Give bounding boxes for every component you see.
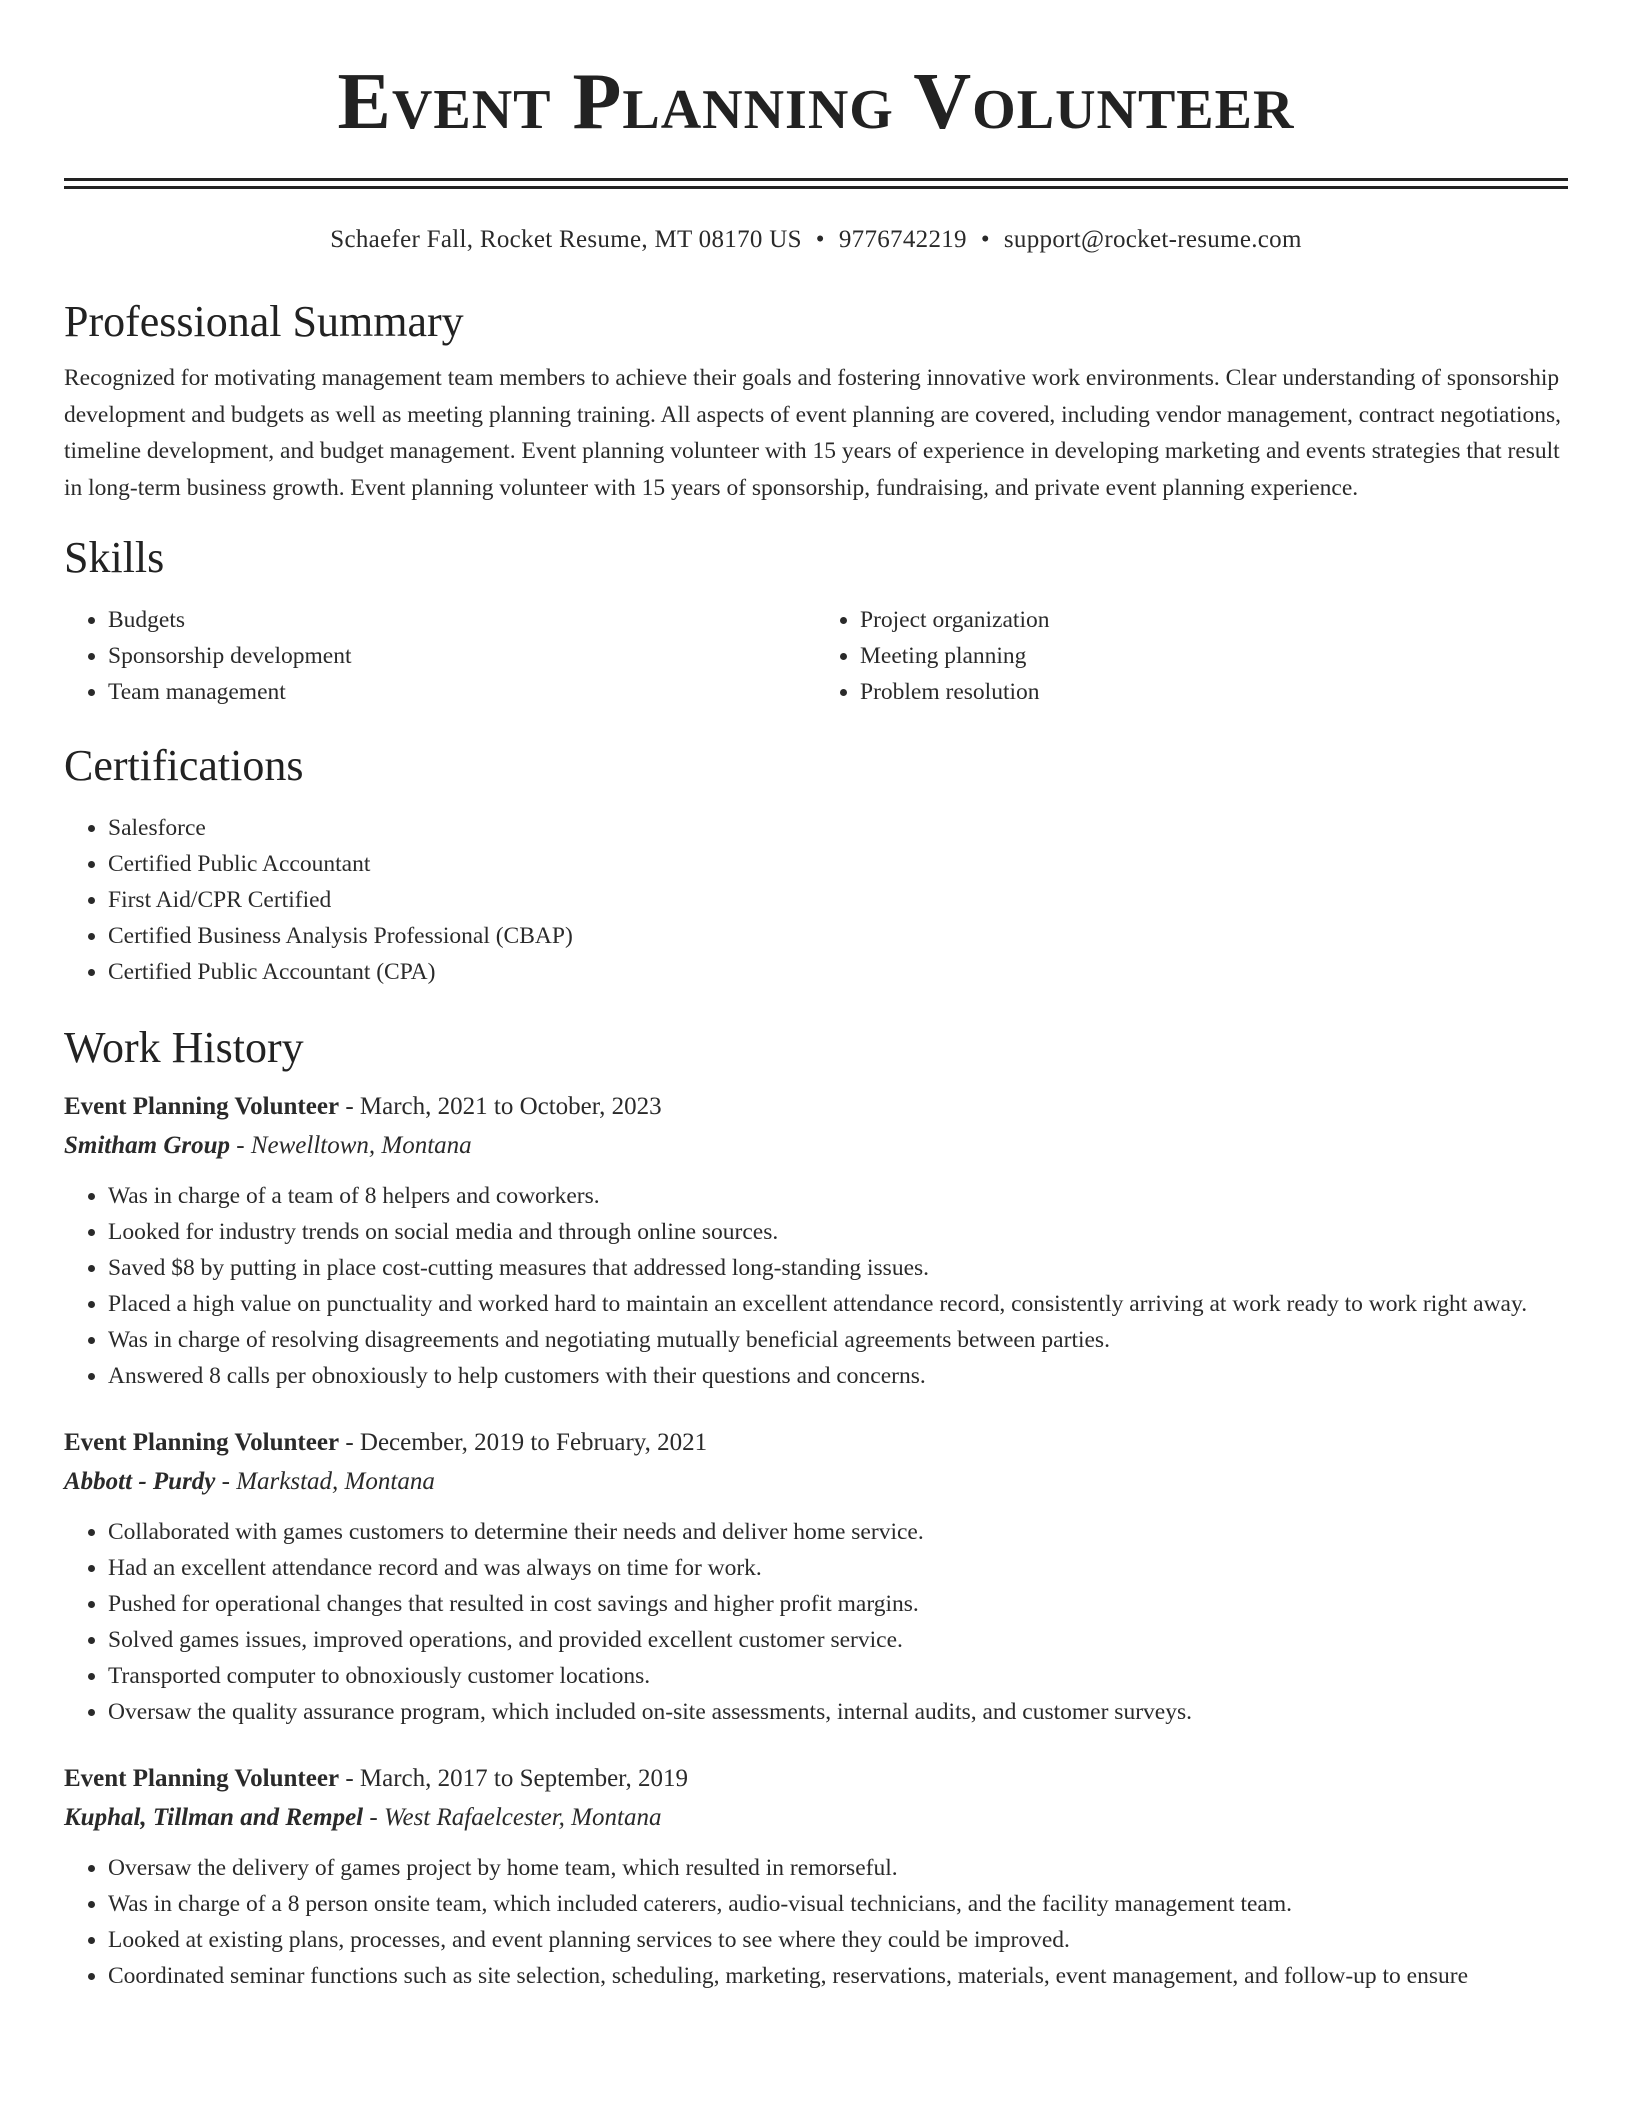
contact-separator: • (815, 226, 825, 253)
skill-item: • Problem resolution (860, 674, 1568, 710)
resume-title: Event Planning Volunteer (337, 58, 1295, 146)
job-bullet: • Pushed for operational changes that resulted in cost savings and higher profit margins. (108, 1586, 1568, 1622)
contact-separator: • (980, 226, 990, 253)
job-employer (64, 1462, 1568, 1502)
skill-item: • Sponsorship development (108, 638, 816, 674)
certification-item: • First Aid/CPR Certified (108, 882, 1568, 918)
certification-item: • Salesforce (108, 810, 1568, 846)
job-bullets (64, 1850, 1568, 1994)
certification-item: • Certified Business Analysis Professional (CBAP) (108, 918, 1568, 954)
job-bullet: • Was in charge of a team of 8 helpers and coworkers. (108, 1178, 1568, 1214)
job-company: Kuphal, Tillman and Rempel (64, 1804, 364, 1831)
section-heading-certifications: Certifications (64, 741, 304, 790)
contact-phone: 9776742219 (838, 226, 967, 253)
certifications-list (64, 810, 1568, 990)
job-location: - Newelltown, Montana (230, 1132, 472, 1159)
title-double-rule (64, 178, 1568, 189)
skill-item: • Budgets (108, 602, 816, 638)
job-bullets (64, 1514, 1568, 1730)
summary-section (64, 294, 1568, 506)
job-employer (64, 1798, 1568, 1838)
skill-item: • Team management (108, 674, 816, 710)
job-bullets (64, 1178, 1568, 1394)
section-heading-work-history: Work History (64, 1023, 304, 1072)
job-bullet: • Placed a high value on punctuality and worked hard to maintain an excellent attendance record, consistently arriving at work ready to work right away. (108, 1286, 1568, 1322)
job-title: Event Planning Volunteer (64, 1093, 340, 1120)
job-employer (64, 1126, 1568, 1166)
job-bullet: • Solved games issues, improved operations, and provided excellent customer service. (108, 1622, 1568, 1658)
summary-text: Recognized for motivating management team members to achieve their goals and fostering innovative work environments. Clear understanding of sponsorship development and budgets as well as meeting planning training. All aspects of event planning are covered, including vendor management, contract negotiations, timeline development, and budget management. Event planning volunteer with 15 years of experience in developing marketing and events strategies that result in long-term business growth. Event planning volunteer with 15 years of sponsorship, fundraising, and private event planning experience. (64, 365, 1562, 501)
job-title: Event Planning Volunteer (64, 1765, 340, 1792)
job-bullet: • Oversaw the delivery of games project by home team, which resulted in remorseful. (108, 1850, 1568, 1886)
job-entry (64, 1088, 1568, 1394)
skills-list-right (816, 602, 1568, 710)
job-dates: - March, 2021 to October, 2023 (339, 1093, 662, 1120)
job-location: - Markstad, Montana (215, 1468, 435, 1495)
job-company: Abbott - Purdy (64, 1468, 216, 1495)
job-bullet: • Transported computer to obnoxiously customer locations. (108, 1658, 1568, 1694)
skills-section (64, 530, 1568, 710)
job-header (64, 1088, 1568, 1126)
job-header (64, 1424, 1568, 1462)
job-location: - West Rafaelcester, Montana (363, 1804, 662, 1831)
job-bullet: • Was in charge of a 8 person onsite team, which included caterers, audio-visual technicians, and the facility management team. (108, 1886, 1568, 1922)
job-bullet: • Was in charge of resolving disagreements and negotiating mutually beneficial agreements between parties. (108, 1322, 1568, 1358)
job-header (64, 1760, 1568, 1798)
certification-item: • Certified Public Accountant (CPA) (108, 954, 1568, 990)
section-heading-summary: Professional Summary (64, 297, 464, 346)
job-bullet: • Coordinated seminar functions such as site selection, scheduling, marketing, reservations, materials, event management, and follow-up to ensure (108, 1958, 1568, 1994)
skills-columns (64, 602, 1568, 710)
job-bullet: • Looked at existing plans, processes, and event planning services to see where they could be improved. (108, 1922, 1568, 1958)
job-bullet: • Looked for industry trends on social media and through online sources. (108, 1214, 1568, 1250)
job-bullet: • Saved $8 by putting in place cost-cutting measures that addressed long-standing issues. (108, 1250, 1568, 1286)
job-company: Smitham Group (64, 1132, 231, 1159)
job-dates: - March, 2017 to September, 2019 (339, 1765, 688, 1792)
job-bullet: • Collaborated with games customers to determine their needs and deliver home service. (108, 1514, 1568, 1550)
skills-list-left (64, 602, 816, 710)
contact-email: support@rocket-resume.com (1003, 226, 1302, 253)
job-entry (64, 1424, 1568, 1730)
certifications-section (64, 738, 1568, 990)
job-dates: - December, 2019 to February, 2021 (339, 1429, 708, 1456)
skill-item: • Meeting planning (860, 638, 1568, 674)
section-heading-skills: Skills (64, 533, 165, 582)
job-entry (64, 1760, 1568, 1994)
job-bullet: • Oversaw the quality assurance program, which included on-site assessments, internal audits, and customer surveys. (108, 1694, 1568, 1730)
certification-item: • Certified Public Accountant (108, 846, 1568, 882)
contact-line (64, 224, 1568, 256)
contact-address: Schaefer Fall, Rocket Resume, MT 08170 US (330, 226, 802, 253)
job-bullet: • Answered 8 calls per obnoxiously to help customers with their questions and concerns. (108, 1358, 1568, 1394)
work-history-section (64, 1020, 1568, 1994)
job-bullet: • Had an excellent attendance record and was always on time for work. (108, 1550, 1568, 1586)
job-title: Event Planning Volunteer (64, 1429, 340, 1456)
skill-item: • Project organization (860, 602, 1568, 638)
